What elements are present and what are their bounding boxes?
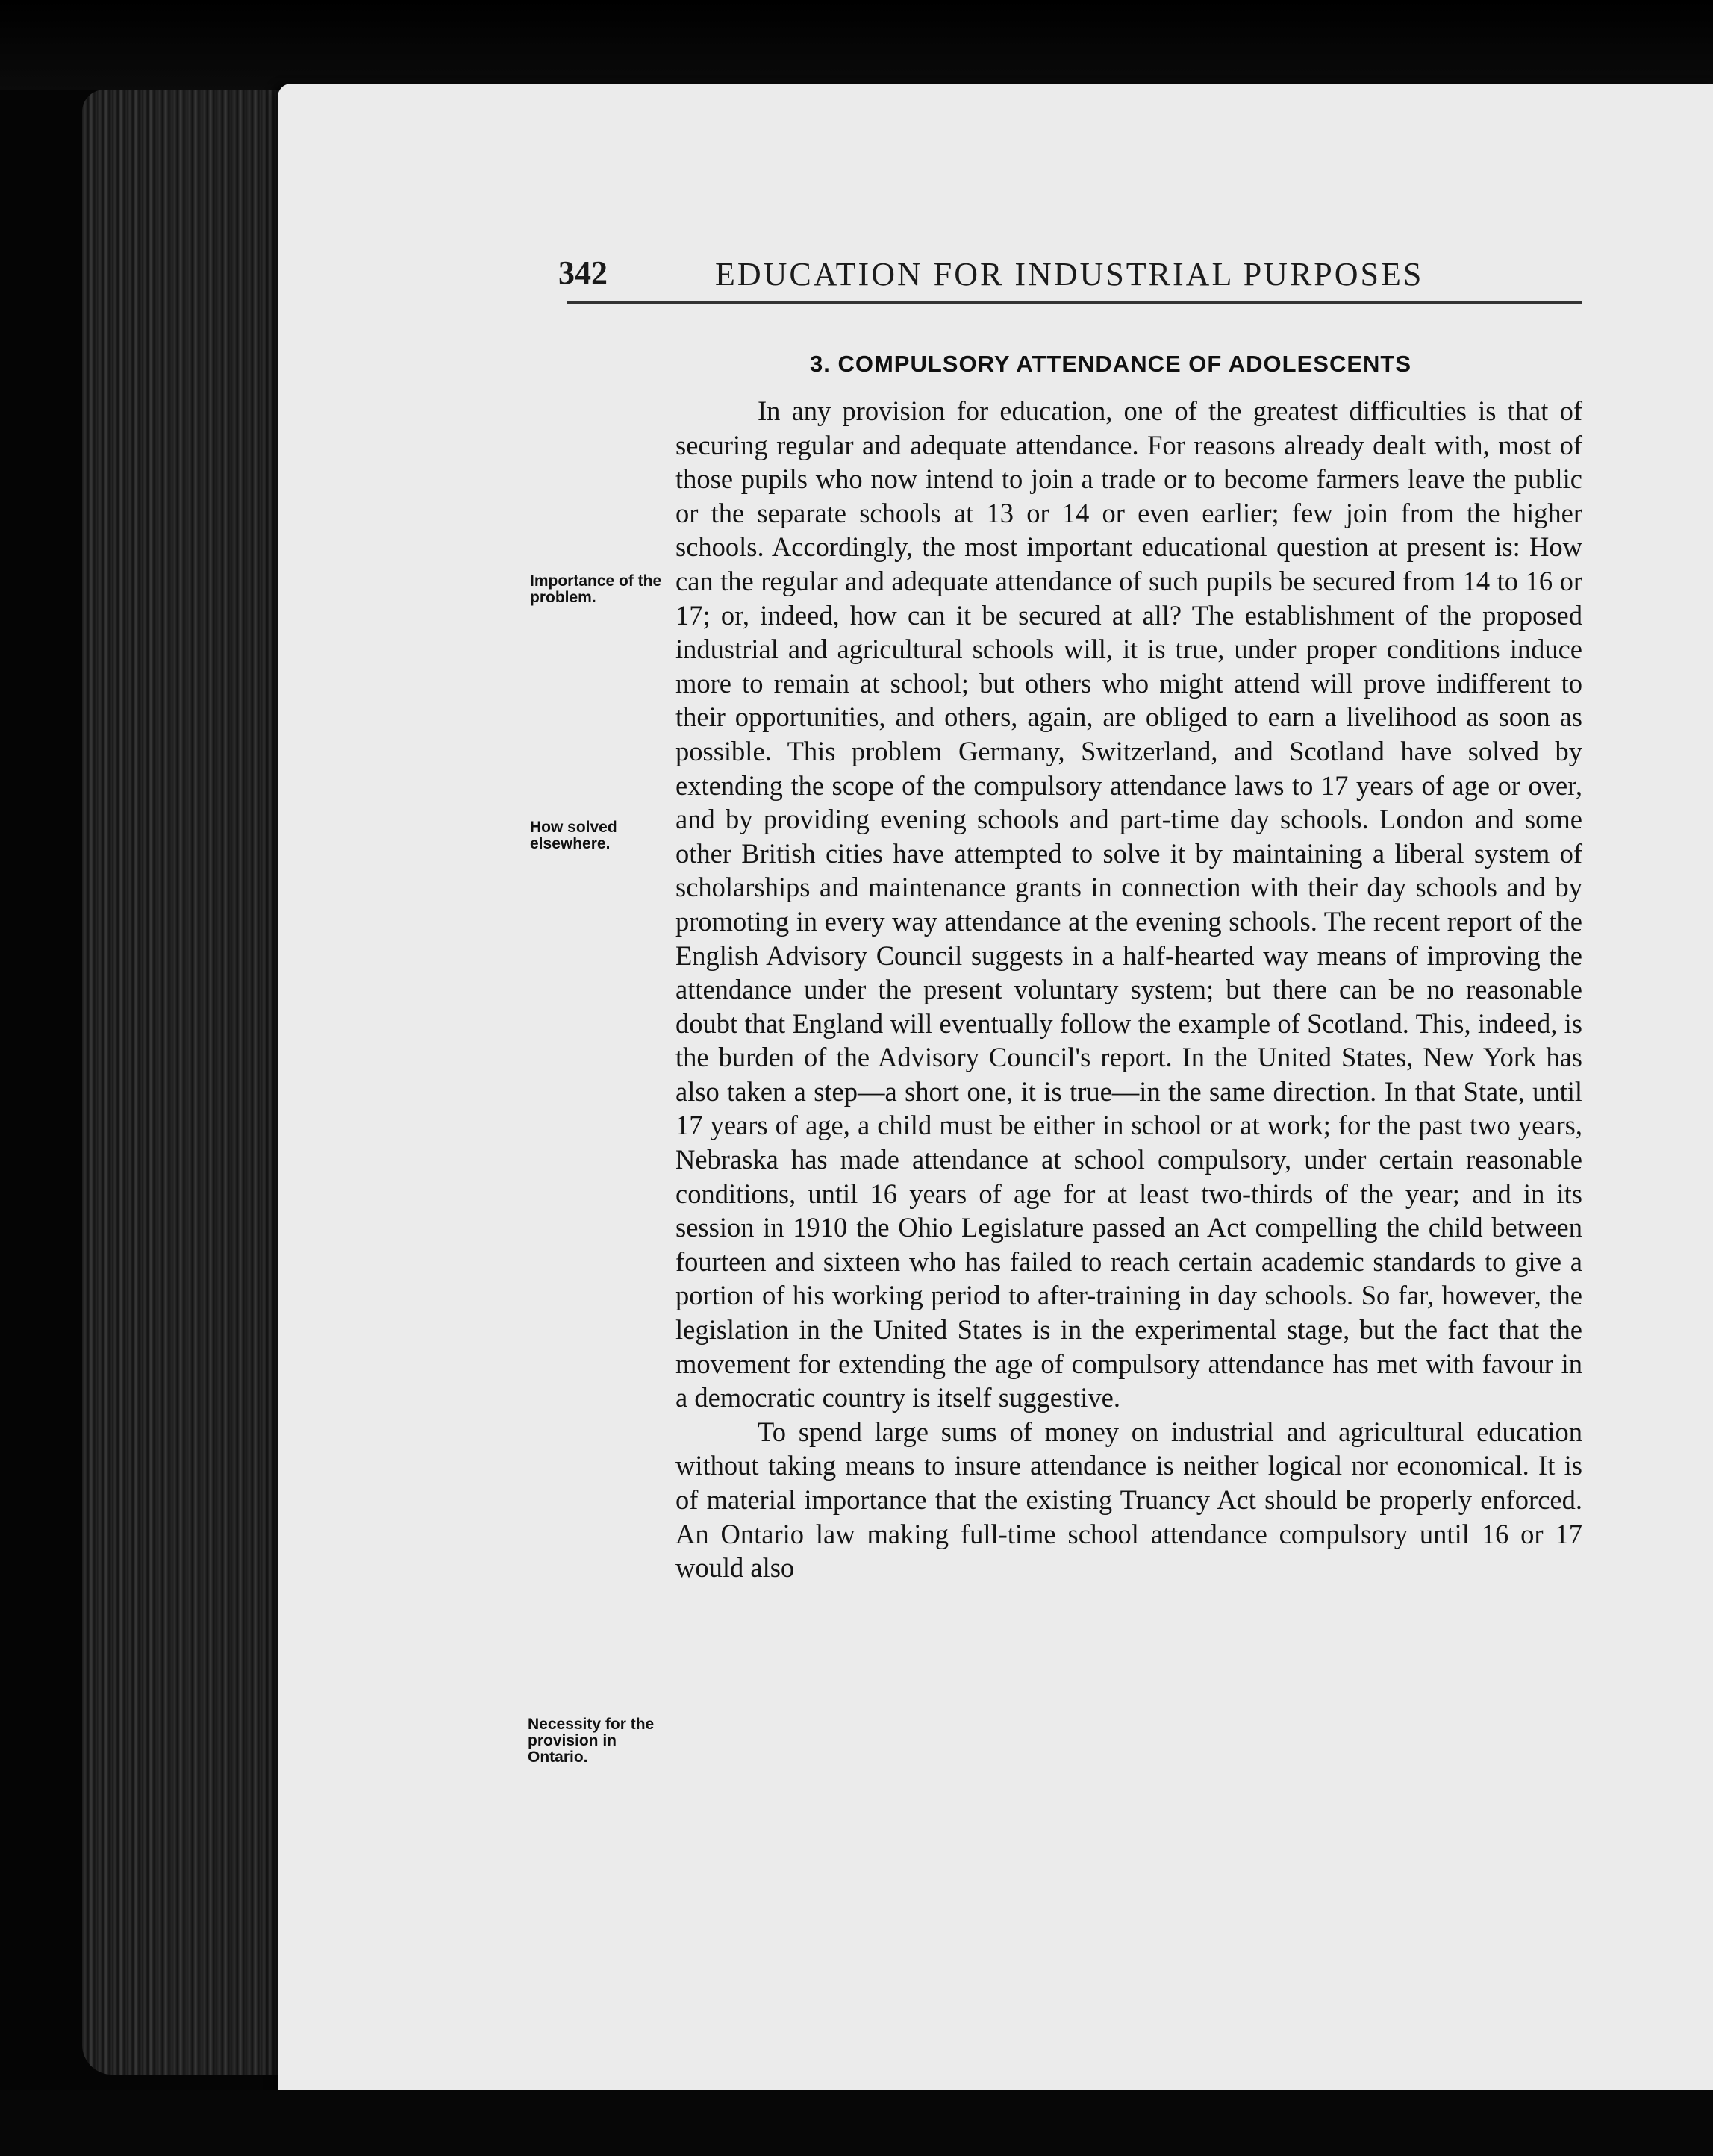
body-text: [675, 394, 1582, 1585]
paragraph: To spend large sums of money on industrial and agricultural education without taking means to insure attendance is neither logical nor economical. It is of material importance that the existing Truancy Act should be properly enforced. An Ontario law making full-time school attendance compulsory until 16 or 17 would also: [675, 1416, 1582, 1584]
margin-note-necessity: Necessity for the provision in Ontario.: [528, 1716, 655, 1766]
page-header: [558, 254, 1566, 306]
margin-note-importance: Importance of the problem.: [530, 572, 662, 606]
book-page-edges: [82, 90, 284, 2075]
margin-note-how-solved: How solved elsewhere.: [530, 819, 617, 852]
page-number: 342: [558, 254, 608, 291]
paragraph: In any provision for education, one of the greatest difficulties is that of securing regular and adequate attendance. For reasons already dealt with, most of those pupils who now intend to join a trade or to become farmers leave the public or the separate schools at 13 or 14 or even earlier; few join from the higher schools. Accordingly, the most important educational question at present is: How can the regular and adequate attendance of such pupils be secured from 14 to 16 or 17; or, indeed, how can it be secured at all? The establishment of the proposed industrial and agricultural schools will, it is true, under proper conditions induce more to remain at school; but others who might attend will prove indifferent to their opportunities, and others, again, are obliged to earn a livelihood as soon as possible. This problem Germany, Switzerland, and Scotland have solved by extending the scope of the compulsory attendance laws to 17 years of age or over, and by providing evening schools and part-time day schools. London and some other British cities have attempted to solve it by maintaining a liberal system of scholarships and maintenance grants in connection with their day schools and by promoting in every way attendance at the evening schools. The recent report of the English Advisory Council suggests in a half-hearted way means of improving the attendance under the present voluntary system; but there can be no reasonable doubt that England will eventually follow the example of Scotland. This, indeed, is the burden of the Advisory Council's report. In the United States, New York has also taken a step—a short one, it is true—in the same direction. In that State, until 17 years of age, a child must be either in school or at work; for the past two years, Nebraska has made attendance at school compulsory, under certain reasonable conditions, until 16 years of age for at least two-thirds of the year; and in its session in 1910 the Ohio Legislature passed an Act compelling the child between fourteen and sixteen who has failed to reach certain academic standards to give a portion of his working period to after-training in day schools. So far, however, the legislation in the United States is in the experimental stage, but the fact that the movement for extending the age of compulsory attendance has met with favour in a democratic country is itself suggestive.: [675, 396, 1582, 1413]
running-title: EDUCATION FOR INDUSTRIAL PURPOSES: [715, 256, 1424, 293]
scan-background-bottom: [0, 2090, 1713, 2156]
scan-background-top: [0, 0, 1713, 90]
section-heading: 3. COMPULSORY ATTENDANCE OF ADOLESCENTS: [810, 351, 1412, 377]
header-rule: [567, 301, 1582, 304]
